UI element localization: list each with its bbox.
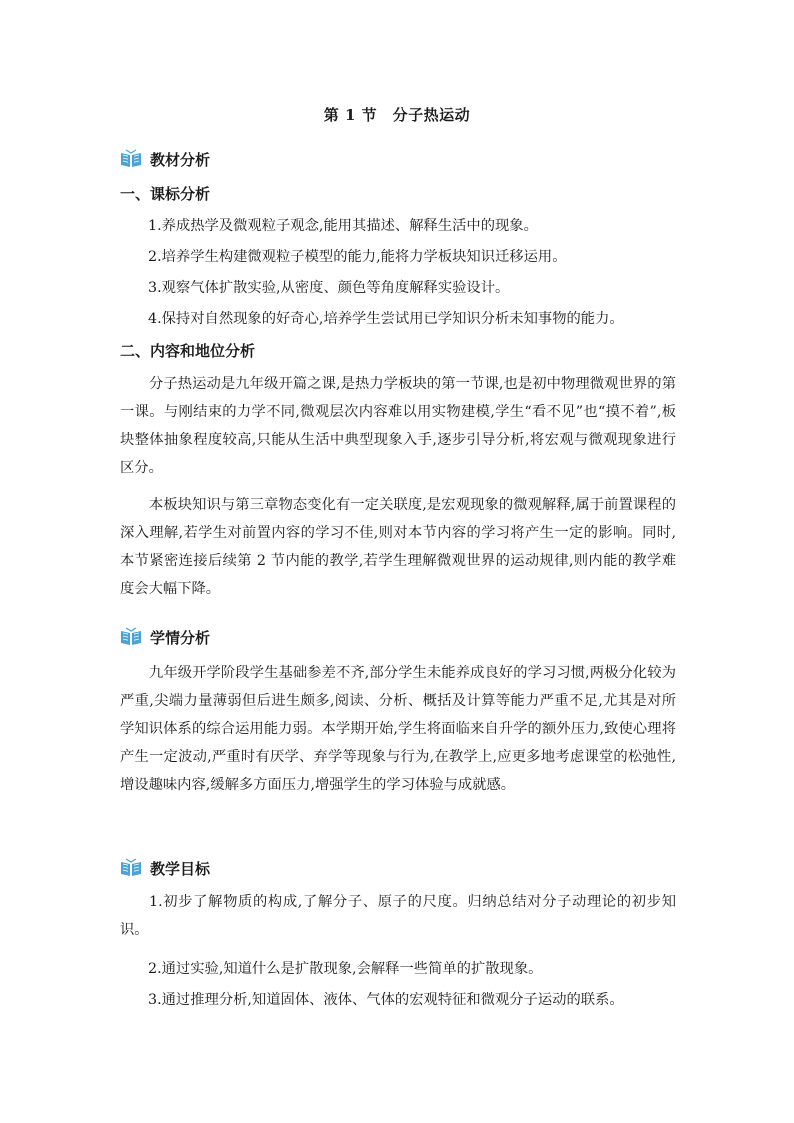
goal-item: 2.通过实验,知道什么是扩散现象,会解释一些简单的扩散现象。 bbox=[148, 961, 543, 977]
open-book-icon bbox=[120, 858, 142, 878]
section-header-learner-analysis bbox=[120, 626, 210, 648]
section-label: 教学目标 bbox=[150, 859, 211, 878]
goal-item: 1.初步了解物质的构成,了解分子、原子的尺度。归纳总结对分子动理论的初步知识。 bbox=[120, 894, 676, 938]
content-paragraph: 本板块知识与第三章物态变化有一定关联度,是宏观现象的微观解释,属于前置课程的深入理解,若学生对前置内容的学习不佳,则对本节内容的学习将产生一定的影响。同时,本节紧密连接后续第 2 节内能的教学,若学生理解微观世界的运动规律,则内能的教学难度会大幅下降。 bbox=[120, 497, 676, 597]
section-header-textbook-analysis bbox=[120, 148, 210, 170]
learner-paragraph: 九年级开学阶段学生基础参差不齐,部分学生未能养成良好的学习习惯,两极分化较为严重,尖端力量薄弱但后进生颇多,阅读、分析、概括及计算等能力严重不足,尤其是对所学知识体系的综合运用能力弱。本学期开始,学生将面临来自升学的额外压力,致使心理将产生一定波动,严重时有厌学、弃学等现象与行为,在教学上,应更多地考虑课堂的松弛性,增设趣味内容,缓解多方面压力,增强学生的学习体验与成就感。 bbox=[120, 665, 676, 793]
curriculum-item: 2.培养学生构建微观粒子模型的能力,能将力学板块知识迁移运用。 bbox=[148, 249, 567, 265]
curriculum-heading: 一、课标分析 bbox=[120, 185, 211, 203]
open-book-icon bbox=[120, 627, 142, 647]
open-book-icon bbox=[120, 149, 142, 169]
section-header-teaching-goals bbox=[120, 857, 210, 879]
curriculum-item: 4.保持对自然现象的好奇心,培养学生尝试用已学知识分析未知事物的能力。 bbox=[148, 311, 624, 327]
content-position-heading: 二、内容和地位分析 bbox=[120, 342, 256, 360]
goal-item: 3.通过推理分析,知道固体、液体、气体的宏观特征和微观分子运动的联系。 bbox=[148, 992, 624, 1008]
curriculum-item: 1.养成热学及微观粒子观念,能用其描述、解释生活中的现象。 bbox=[148, 218, 538, 234]
content-paragraph: 分子热运动是九年级开篇之课,是热力学板块的第一节课,也是初中物理微观世界的第一课。与刚结束的力学不同,微观层次内容难以用实物建模,学生“看不见”也“摸不着”,板块整体抽象程度较高,只能从生活中典型现象入手,逐步引导分析,将宏观与微观现象进行区分。 bbox=[120, 376, 676, 476]
page-title: 第 1 节 分子热运动 bbox=[323, 106, 471, 124]
section-label: 教材分析 bbox=[150, 150, 211, 169]
section-label: 学情分析 bbox=[150, 628, 211, 647]
curriculum-item: 3.观察气体扩散实验,从密度、颜色等角度解释实验设计。 bbox=[148, 280, 510, 296]
